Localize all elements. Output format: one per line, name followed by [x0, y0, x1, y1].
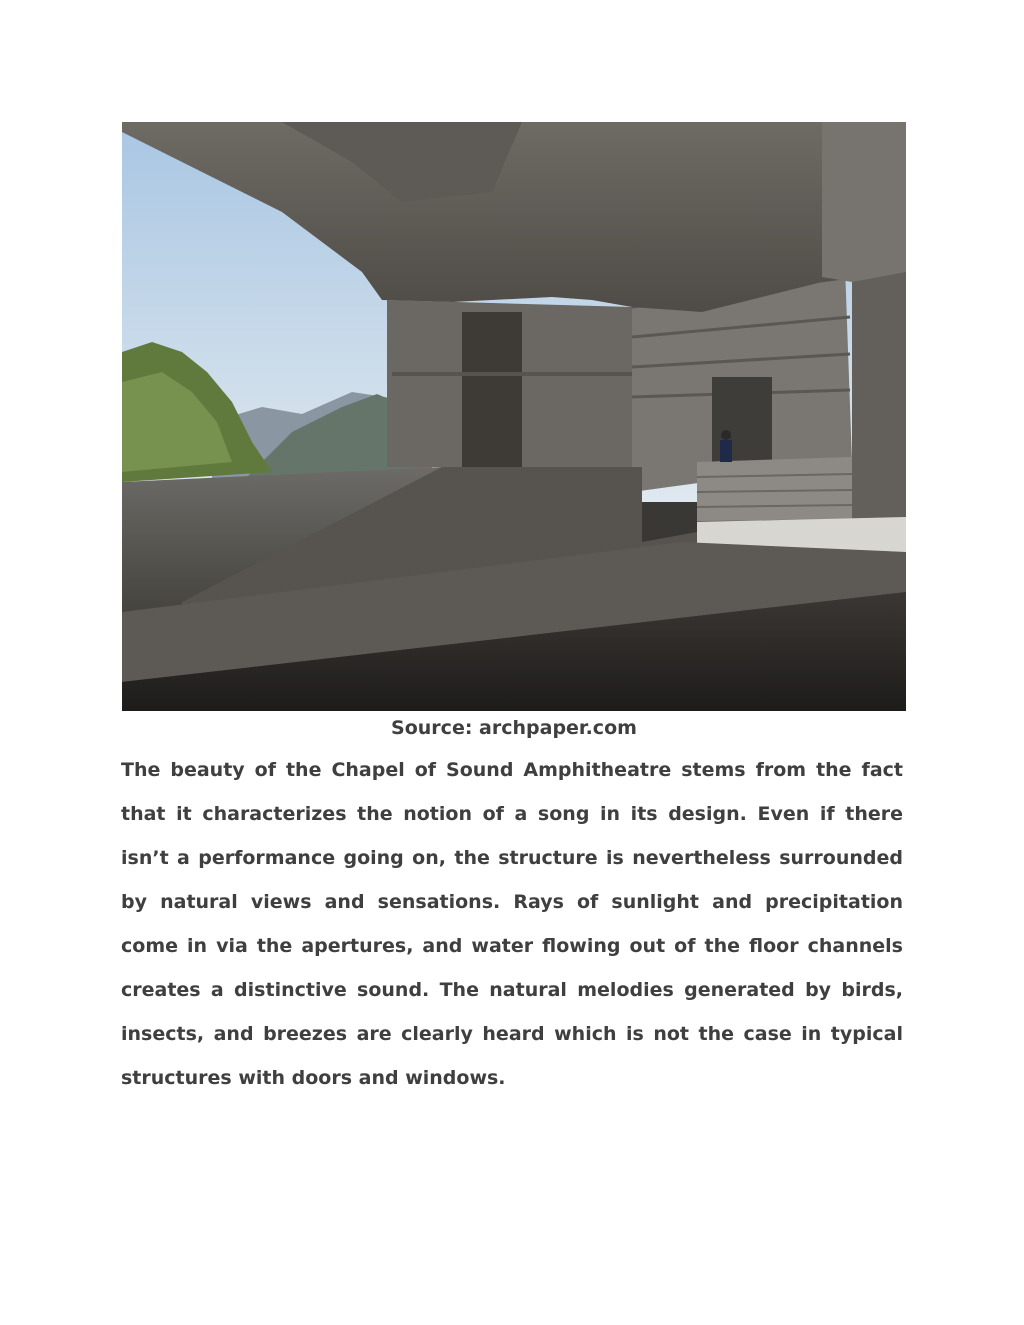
pillar-shadow [462, 312, 522, 467]
person-head [721, 430, 731, 440]
person-body [720, 440, 732, 462]
photo-illustration [122, 122, 906, 711]
image-caption: Source: archpaper.com [391, 717, 637, 739]
right-column-side [852, 272, 906, 522]
photo-chapel-of-sound [122, 122, 906, 711]
body-paragraph: The beauty of the Chapel of Sound Amphitheatre stems from the fact that it characterizes the notion of a song in its design. Even if there isn’t a performance going on, the structure is nevertheless surrounded by natural views and sensations. Rays of sunlight and precipitation come in via the apertures, and water flowing out of the floor channels creates a distinctive sound. The natural melodies generated by birds, insects, and breezes are clearly heard which is not the case in typical structures with doors and windows. [121, 759, 903, 1089]
pillar-joint [392, 372, 632, 376]
